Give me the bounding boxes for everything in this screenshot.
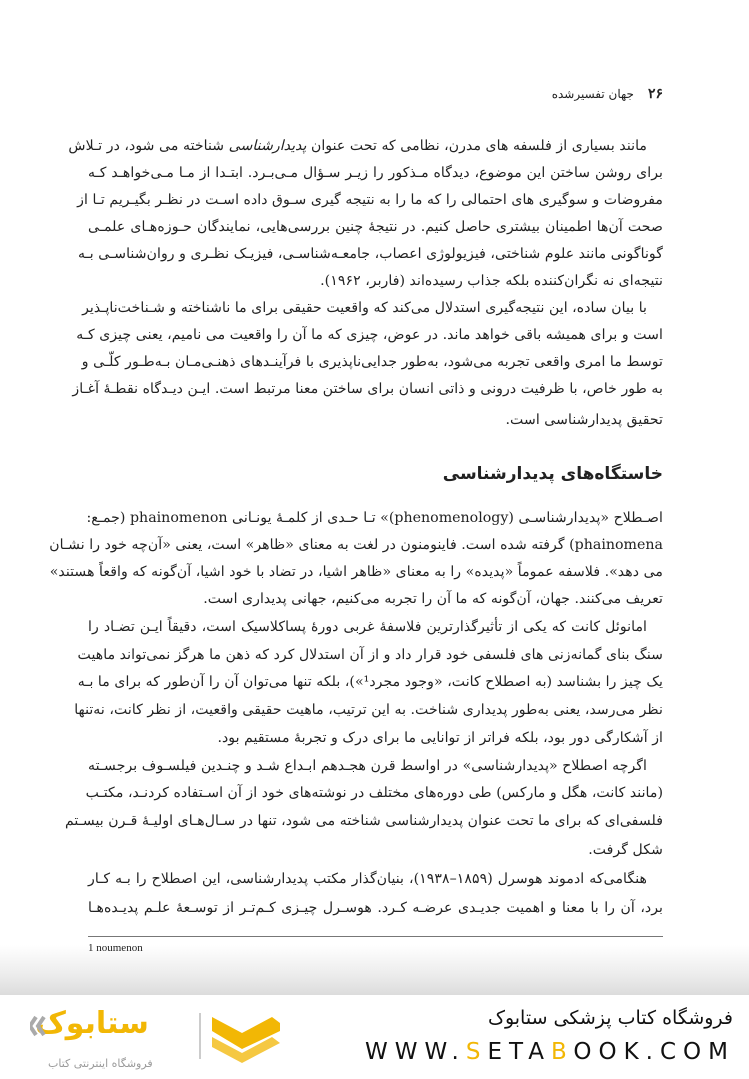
footnote-divider — [88, 936, 663, 937]
running-header — [552, 86, 663, 102]
logo-subtitle: فروشگاه اینترنتی کتاب — [48, 1057, 153, 1070]
paragraph-line: سنگ بنای گمانه‌زنی های فلسفی خود قرار داد و از آن استدلال کرد که ذهن ما هرگز نمی‌تواند ماهیت — [77, 647, 663, 663]
paragraph-line: نتیجه‌ای نه نگران‌کننده بلکه جذاب رسیده‌اند (فاربر، ۱۹۶۲). — [320, 273, 663, 289]
footnote: 1 noumenon — [88, 942, 143, 954]
paragraph-line: یک چیز را بشناسد (به اصطلاح کانت، «وجود مجرد¹»)، بلکه تنها می‌توان آن را آن‌طور که برای ما بـه — [77, 674, 663, 690]
paragraph-line: phainomena) گرفته شده است. فاینومنون در لغت به معنای «ظاهر» است، یعنی «آن‌چه خود را نشـان — [49, 537, 663, 553]
setabook-logo — [30, 999, 290, 1065]
paragraph-line: فلسفی‌ای که برای ما تحت عنوان پدیدارشناسی شناخته می شود، تنها در سـال‌هـای اولیـهٔ قـرن بیسـتم — [64, 813, 663, 829]
paragraph-line: از آشکارگی دور بود، بلکه فراتر از توانایی ما برای درک و تجربهٔ مستقیم بود. — [217, 730, 663, 746]
paragraph-line: برد، آن را با معنا و اهمیت جدیـدی عرضـه کـرد. هوسـرل چیـزی کـم‌تـر از توسـعهٔ علـم پدیـده‌هـا — [88, 900, 663, 916]
paragraph-line: تعریف می‌کنند. جهان، آن‌گونه که ما آن را تجربه می‌کنیم، جهانی پدیداری است. — [203, 591, 663, 607]
store-url[interactable]: WWW.SETABOOK.COM — [364, 1039, 735, 1065]
paragraph-line: با بیان ساده، این نتیجه‌گیری استدلال می‌کند که واقعیت حقیقی برای ما ناشناخته و شـناخت‌ناپـذیر — [82, 300, 647, 316]
store-banner — [0, 995, 749, 1079]
italic-term: پدیدارشناسی — [228, 138, 307, 154]
paragraph-line: به طور خاص، با ظرفیت درونی و ذاتی انسان برای ساختن معنا مرتبط است. ایـن دیـدگاه نقطـهٔ آغـاز — [72, 381, 663, 397]
paragraph-line: شکل گرفت. — [588, 842, 663, 858]
paragraph-line: (مانند کانت، هگل و مارکس) طی دوره‌های مختلف در نوشته‌های خود از آن اسـتفاده کردنـد، مکتـب — [85, 785, 663, 801]
page-number: ۲۶ — [647, 86, 663, 102]
running-title: جهان تفسیرشده — [551, 87, 634, 101]
logo-graphic — [30, 999, 290, 1065]
paragraph-line: مانند بسیاری از فلسفه های مدرن، نظامی که تحت عنوان پدیدارشناسی شناخته می شود، در تـلاش — [68, 138, 647, 154]
paragraph-line: برای روشن ساختن این موضوع، دیدگاه مـذکور را زیـر سـؤال مـی‌بـرد. ابتـدا از مـا مـی‌خواهـد کـه — [88, 165, 663, 181]
paragraph-line: توسط ما امری واقعی تجربه می‌شود، به‌طور جدایی‌ناپذیری با فرآینـدهای ذهنـی‌مـان بـه‌طـور کلّـی و — [81, 354, 663, 370]
paragraph-line: می دهد». فلاسفه عموماً «پدیده» را به معنای «ظاهر اشیا، در تضاد با خود اشیا، آن‌گونه که واقعاً هستند» — [49, 564, 663, 580]
paragraph-line: است و برای همیشه باقی خواهد ماند. در عوض، چیزی که ما آن را واقعیت می نامیم، یعنی چیزی کـه — [76, 327, 663, 343]
paragraph-line: صحت آن‌ها اطمینان بیشتری حاصل کنیم. در نتیجهٔ چنین بررسی‌هایی، نمایندگان حـوزه‌هـای علمـی — [88, 219, 663, 235]
paragraph-line: امانوئل کانت که یکی از تأثیرگذارترین فلاسفهٔ غربی دورهٔ پساکلاسیک است، دقیقاً ایـن تضـاد را — [88, 619, 647, 635]
paragraph-line: مفروضات و سوگیری های احتمالی را که ما را به نتیجه گیری سـوق داده اسـت در نظـر بگیـریم تـا از — [77, 192, 663, 208]
store-name: فروشگاه کتاب پزشکی ستابوک — [487, 1007, 733, 1029]
paragraph-line: اصـطلاح «پدیدارشناسـی (phenomenology)» تـا حـدی از کلمـهٔ یونـانی phainomenon (جمـع: — [86, 510, 663, 526]
paragraph-line: تحقیق پدیدارشناسی است. — [505, 412, 663, 428]
paragraph-line: هنگامی‌که ادموند هوسرل (۱۸۵۹–۱۹۳۸)، بنیان‌گذار مکتب پدیدارشناسی، این اصطلاح را بـه کـار — [88, 871, 647, 887]
logo-wordmark: ستابوک — [35, 1006, 149, 1041]
paragraph-line: نظر می‌رسد، یعنی به‌طور پدیداری شناخت. به این ترتیب، ماهیت حقیقی واقعیت، از نظر کانت، نه‌تنها — [74, 702, 663, 718]
paragraph-line: اگرچه اصطلاح «پدیدارشناسی» در اواسط قرن هجـدهم ابـداع شـد و چنـدین فیلسـوف برجسـته — [88, 758, 647, 774]
section-heading: خاستگاه‌های پدیدارشناسی — [442, 464, 663, 484]
paragraph-line: گوناگونی مانند علوم شناختی، فیزیولوژی اعصاب، جامعـه‌شناسـی، فیزیـک نظـری و روان‌شناسـی بـه — [78, 246, 663, 262]
